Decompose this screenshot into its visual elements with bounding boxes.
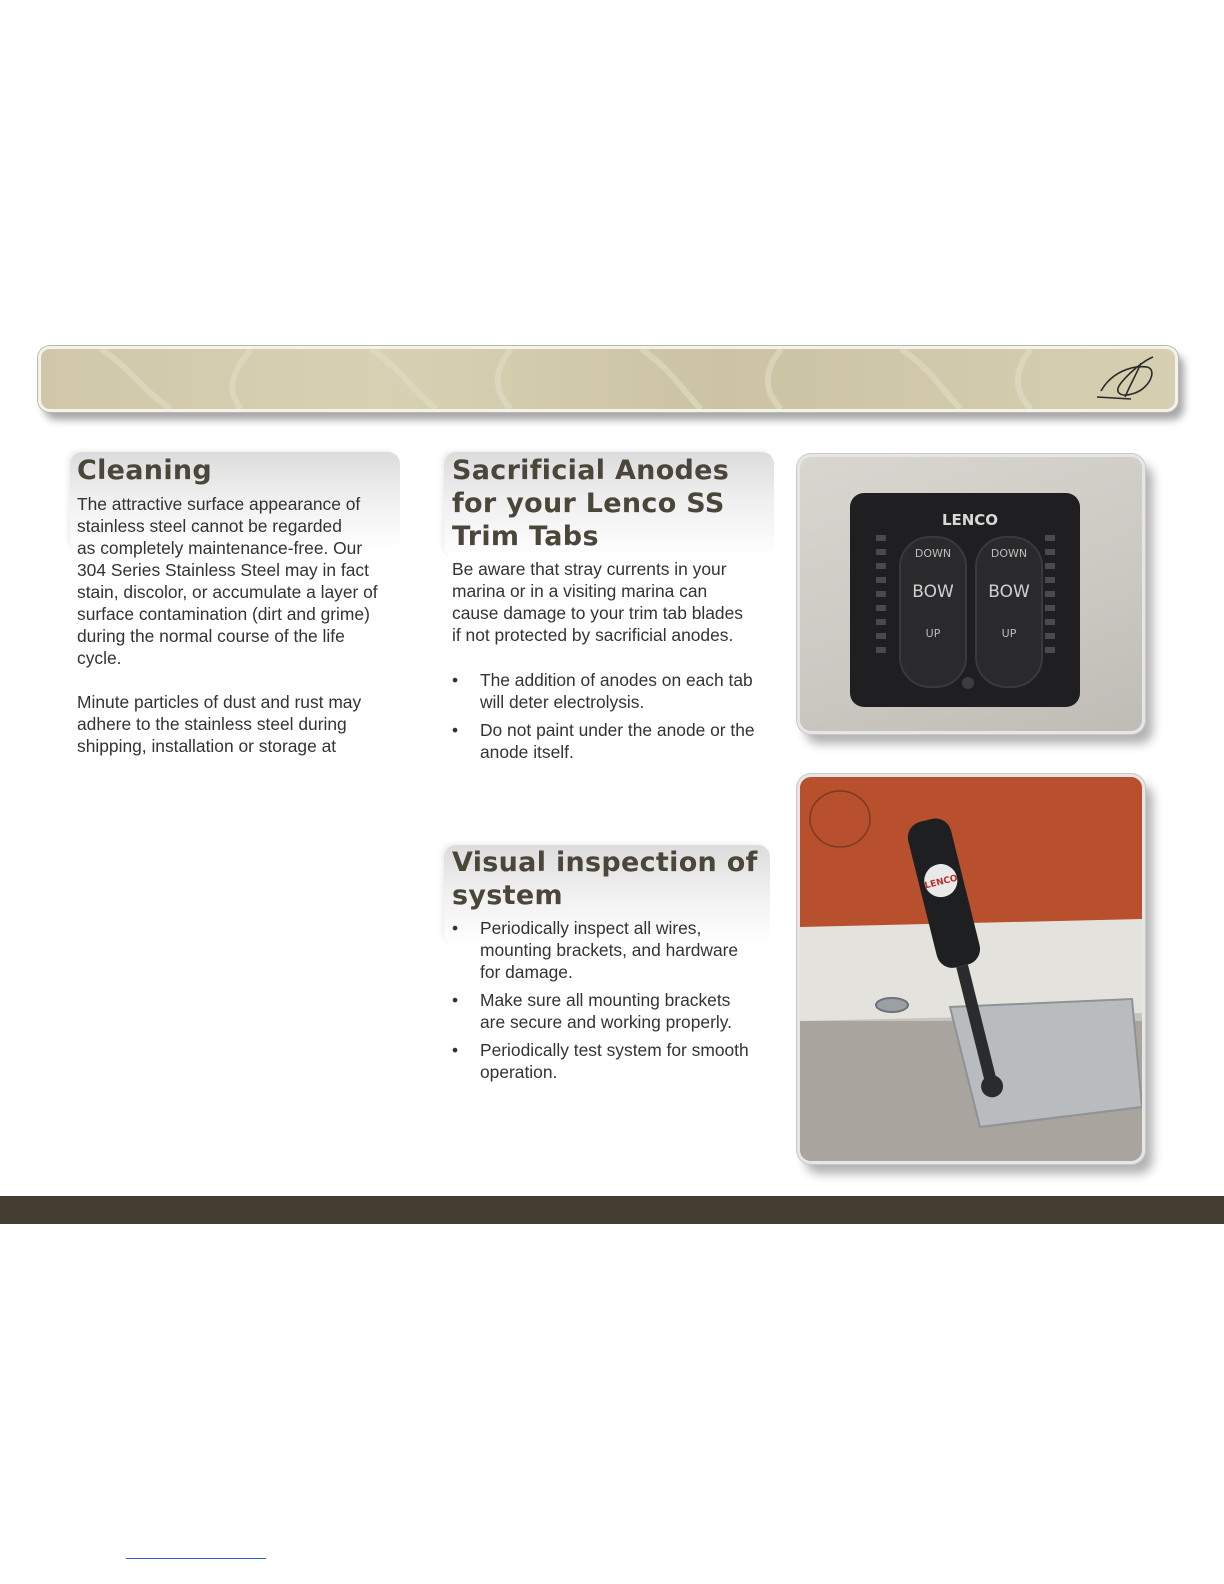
text-line: adhere to the stainless steel during	[77, 714, 347, 734]
left-down-label: DOWN	[914, 547, 952, 560]
heading-line: for your Lenco SS	[452, 488, 725, 519]
anodes-paragraph	[452, 558, 743, 646]
text-line: • Periodically inspect all wires,	[480, 918, 702, 938]
text-line: stain, discolor, or accumulate a layer of	[77, 582, 378, 602]
text-line: if not protected by sacrificial anodes.	[452, 625, 734, 645]
text-line: during the normal course of the life	[77, 626, 345, 646]
text-line: 304 Series Stainless Steel may in fact	[77, 560, 369, 580]
text-line: • The addition of anodes on each tab	[480, 670, 753, 690]
text-line: cause damage to your trim tab blades	[452, 603, 743, 623]
inspection-heading	[452, 846, 758, 912]
banner-pattern	[41, 349, 1175, 409]
control-panel-photo	[797, 454, 1145, 734]
list-item	[452, 917, 782, 983]
left-up-label: UP	[925, 627, 941, 640]
header-banner	[38, 346, 1178, 412]
lenco-brand: LENCO	[941, 511, 999, 529]
footer-bar	[0, 1196, 1224, 1224]
cleaning-paragraph-2	[77, 691, 361, 757]
heading-line: Trim Tabs	[452, 521, 599, 552]
actuator-brand: LENCO	[923, 873, 959, 892]
text-line: The attractive surface appearance of	[77, 494, 361, 514]
text-line: • Do not paint under the anode or the	[480, 720, 755, 740]
anodes-heading	[452, 454, 729, 553]
text-line: anode itself.	[480, 742, 574, 762]
inspection-bullet-list	[452, 917, 782, 1089]
bottom-link-underline[interactable]	[126, 1558, 266, 1559]
list-item	[452, 719, 782, 763]
text-line: • Make sure all mounting brackets	[480, 990, 731, 1010]
text-line: marina or in a visiting marina can	[452, 581, 708, 601]
anodes-bullet-list	[452, 669, 782, 769]
text-line: Be aware that stray currents in your	[452, 559, 727, 579]
cleaning-paragraph-1	[77, 493, 378, 669]
text-line: for damage.	[480, 962, 573, 982]
text-line: will deter electrolysis.	[480, 692, 645, 712]
heading-line: Sacrificial Anodes	[452, 455, 730, 486]
text-line: as completely maintenance-free. Our	[77, 538, 363, 558]
text-line: mounting brackets, and hardware	[480, 940, 739, 960]
text-line: cycle.	[77, 648, 122, 668]
right-bow-label: BOW	[988, 582, 1030, 602]
text-line: operation.	[480, 1062, 558, 1082]
trim-tab-actuator-photo	[797, 774, 1145, 1164]
list-item	[452, 1039, 782, 1083]
right-up-label: UP	[1001, 627, 1017, 640]
text-line: • Periodically test system for smooth	[480, 1040, 749, 1060]
text-line: Minute particles of dust and rust may	[77, 692, 362, 712]
text-line: shipping, installation or storage at	[77, 736, 337, 756]
heading-line: system	[452, 880, 563, 911]
text-line: stainless steel cannot be regarded	[77, 516, 342, 536]
text-line: surface contamination (dirt and grime)	[77, 604, 370, 624]
control-panel-illustration	[800, 457, 1142, 731]
actuator-illustration	[800, 777, 1142, 1161]
left-bow-label: BOW	[912, 582, 954, 602]
heading-line: Visual inspection of	[452, 847, 758, 878]
text-line: are secure and working properly.	[480, 1012, 732, 1032]
signature-logo-icon	[1091, 353, 1161, 405]
cleaning-heading: Cleaning	[77, 455, 213, 486]
right-down-label: DOWN	[990, 547, 1028, 560]
list-item	[452, 989, 782, 1033]
list-item	[452, 669, 782, 713]
